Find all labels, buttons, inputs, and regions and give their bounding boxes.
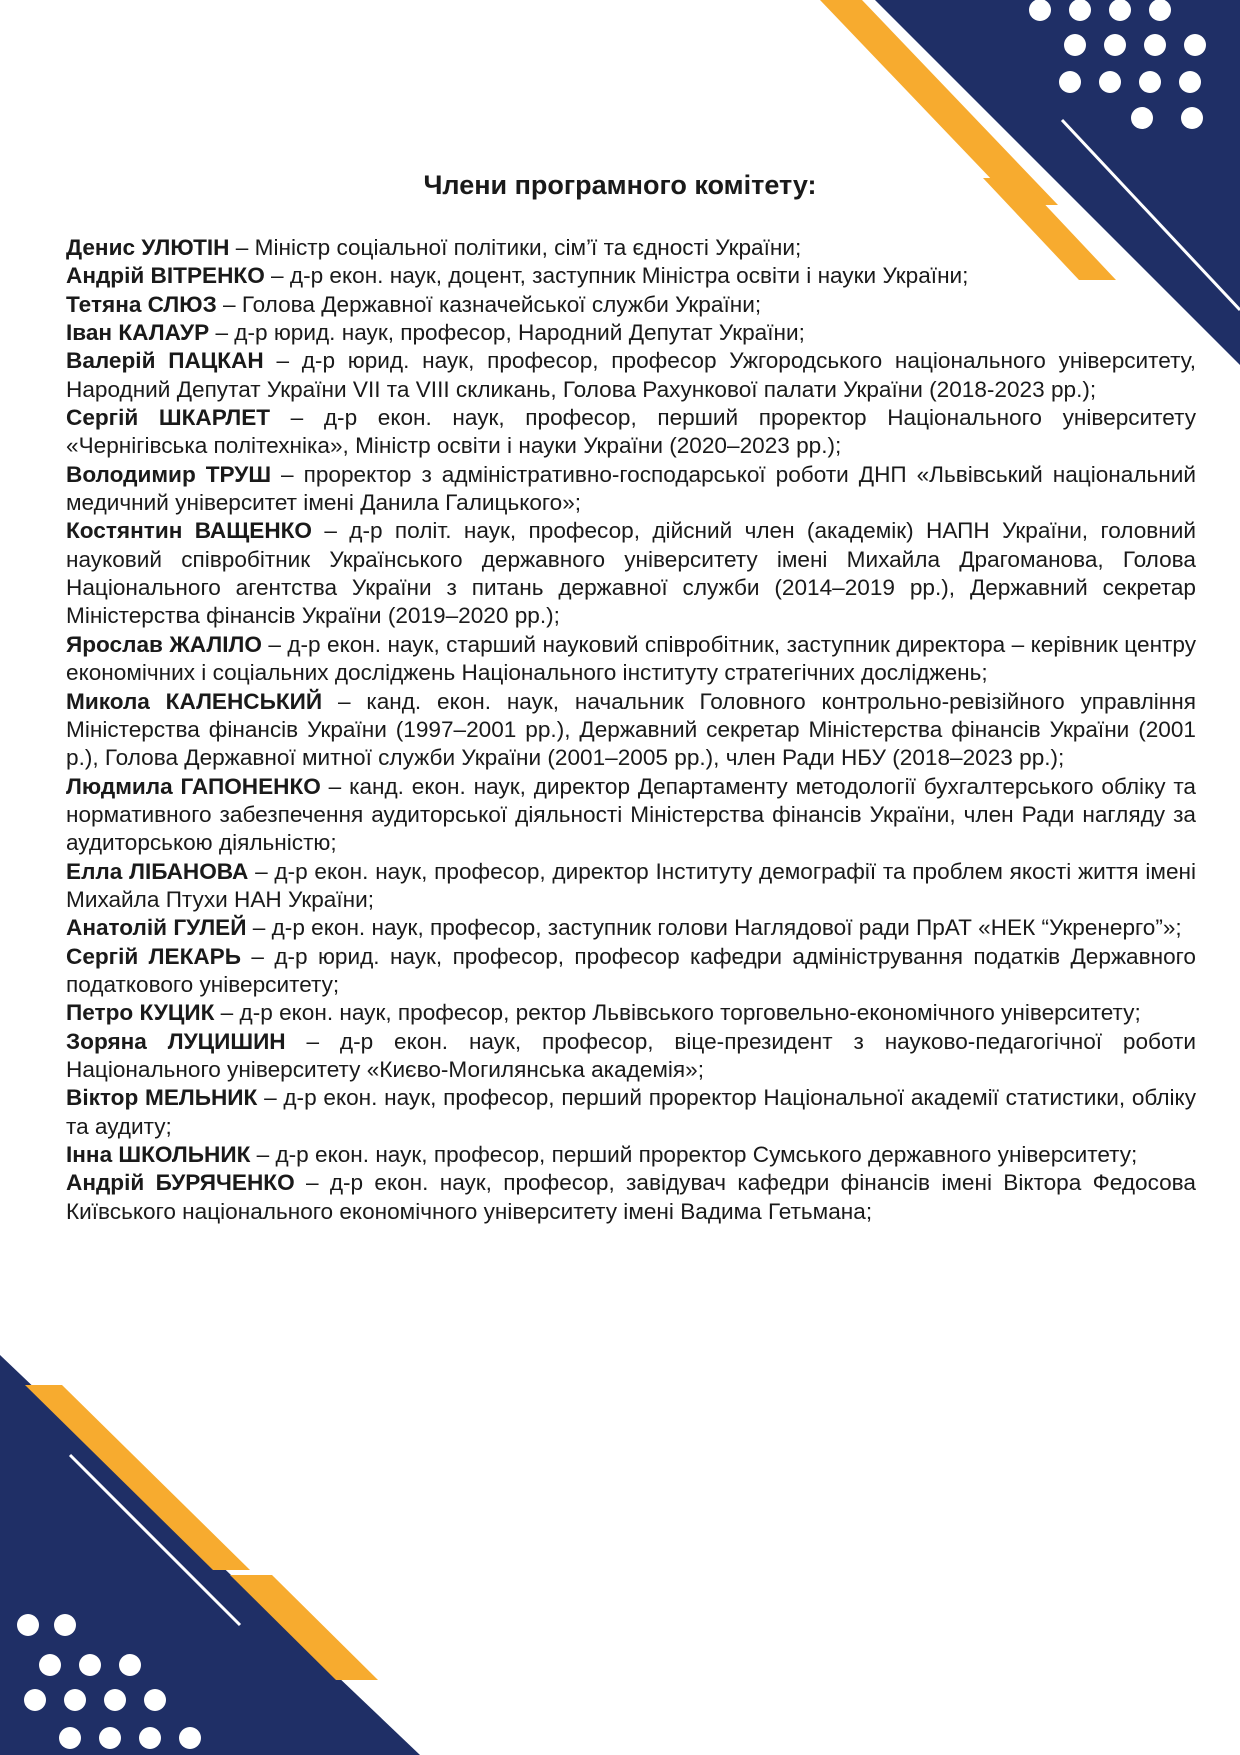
member-entry [66,347,1196,404]
member-entry [66,262,1196,290]
member-description: – д-р юрид. наук, професор, професор кафедри адміністрування податків Державного податкового університету; [66,943,1196,997]
member-description: – д-р юрид. наук, професор, Народний Депутат України; [209,320,805,346]
members-list [66,234,1196,1226]
member-description: – канд. екон. наук, начальник Головного контрольно-ревізійного управління Міністерства фінансів України (1997–2001 рр.), Державний секретар Міністерства фінансів України (2001 р.), Голова Державної митної служби України (2001–2005 рр.), член Ради НБУ (2018–2023 рр.); [66,688,1196,771]
member-name: Сергій ЛЕКАРЬ [66,943,241,969]
member-description: – д-р екон. наук, професор, перший проректор Національного університету «Чернігівська політехніка», Міністр освіти і науки України (2020–2023 рр.); [66,405,1196,459]
member-entry [66,1084,1196,1141]
member-entry [66,858,1196,915]
member-entry [66,404,1196,461]
member-name: Ярослав ЖАЛІЛО [66,631,262,657]
member-name: Андрій ВІТРЕНКО [66,263,265,289]
member-entry [66,688,1196,773]
member-entry [66,914,1196,942]
member-entry [66,291,1196,319]
member-description: – Голова Державної казначейської служби України; [216,291,762,317]
member-description: – д-р екон. наук, професор, директор Інституту демографії та проблем якості життя імені Михайла Птухи НАН України; [66,858,1197,912]
member-entry [66,517,1196,630]
member-description: – д-р екон. наук, доцент, заступник Міністра освіти і науки України; [264,263,969,289]
member-name: Віктор МЕЛЬНИК [66,1085,258,1111]
member-entry [66,631,1196,688]
member-description: – д-р екон. наук, професор, перший проректор Національної академії статистики, обліку та аудиту; [66,1085,1196,1139]
member-description: – Міністр соціальної політики, сім’ї та єдності України; [229,235,802,260]
member-name: Анатолій ГУЛЕЙ [66,915,247,941]
member-name: Зоряна ЛУЦИШИН [66,1028,286,1054]
member-entry [66,773,1196,858]
member-name: Денис УЛЮТІН [66,235,230,260]
member-description: – д-р екон. наук, професор, заступник голови Наглядової ради ПрАТ «НЕК “Укренерго”»; [246,915,1182,941]
member-description: – канд. екон. наук, директор Департаменту методології бухгалтерського обліку та нормативного забезпечення аудиторської діяльності Міністерства фінансів України, член Ради нагляду за аудиторською діяльністю; [66,773,1196,856]
member-name: Інна ШКОЛЬНИК [66,1142,251,1167]
member-description: – д-р юрид. наук, професор, професор Ужгородського національного університету, Народний Депутат України VII та VIII скликань, Голова Рахункової палати України (2018-2023 рр.); [66,348,1196,402]
member-entry [66,999,1196,1027]
member-name: Елла ЛІБАНОВА [66,858,249,884]
page-title: Члени програмного комітету: [423,170,817,200]
member-name: Іван КАЛАУР [66,320,210,346]
member-description: – д-р екон. наук, професор, завідувач кафедри фінансів імені Віктора Федосова Київського національного економічного університету імені Вадима Гетьмана; [66,1170,1196,1224]
member-name: Володимир ТРУШ [66,461,272,487]
member-name: Микола КАЛЕНСЬКИЙ [66,688,323,714]
member-description: – д-р екон. наук, професор, перший проректор Сумського державного університету; [250,1142,1138,1167]
member-entry [66,1028,1196,1085]
member-name: Людмила ГАПОНЕНКО [66,773,321,799]
member-name: Сергій ШКАРЛЕТ [66,405,271,431]
member-entry [66,461,1196,518]
member-name: Костянтин ВАЩЕНКО [66,518,312,544]
member-entry [66,1169,1196,1226]
member-name: Андрій БУРЯЧЕНКО [66,1170,295,1196]
member-entry [66,1141,1196,1169]
member-description: – проректор з адміністративно-господарської роботи ДНП «Львівський національний медичний університет імені Данила Галицького»; [66,461,1197,516]
member-name: Валерій ПАЦКАН [66,348,264,374]
member-entry [66,943,1196,1000]
member-entry [66,319,1196,347]
member-description: – д-р політ. наук, професор, дійсний член (академік) НАПН України, головний науковий співробітник Українського державного університету імені Михайла Драгоманова, Голова Національного агентства України з питань державної служби (2014–2019 рр.), Державний секретар Міністерства фінансів України (2019–2020 рр.); [66,518,1196,629]
member-name: Петро КУЦИК [66,1000,215,1026]
member-description: – д-р екон. наук, професор, ректор Львівського торговельно-економічного університету; [214,1000,1141,1026]
member-description: – д-р екон. наук, старший науковий співробітник, заступник директора – керівник центру економічних і соціальних досліджень Національного інституту стратегічних досліджень; [66,631,1196,686]
member-name: Тетяна СЛЮЗ [66,291,217,317]
member-entry [66,234,1196,262]
member-description: – д-р екон. наук, професор, віце-президент з науково-педагогічної роботи Національного університету «Києво-Могилянська академія»; [66,1028,1197,1082]
